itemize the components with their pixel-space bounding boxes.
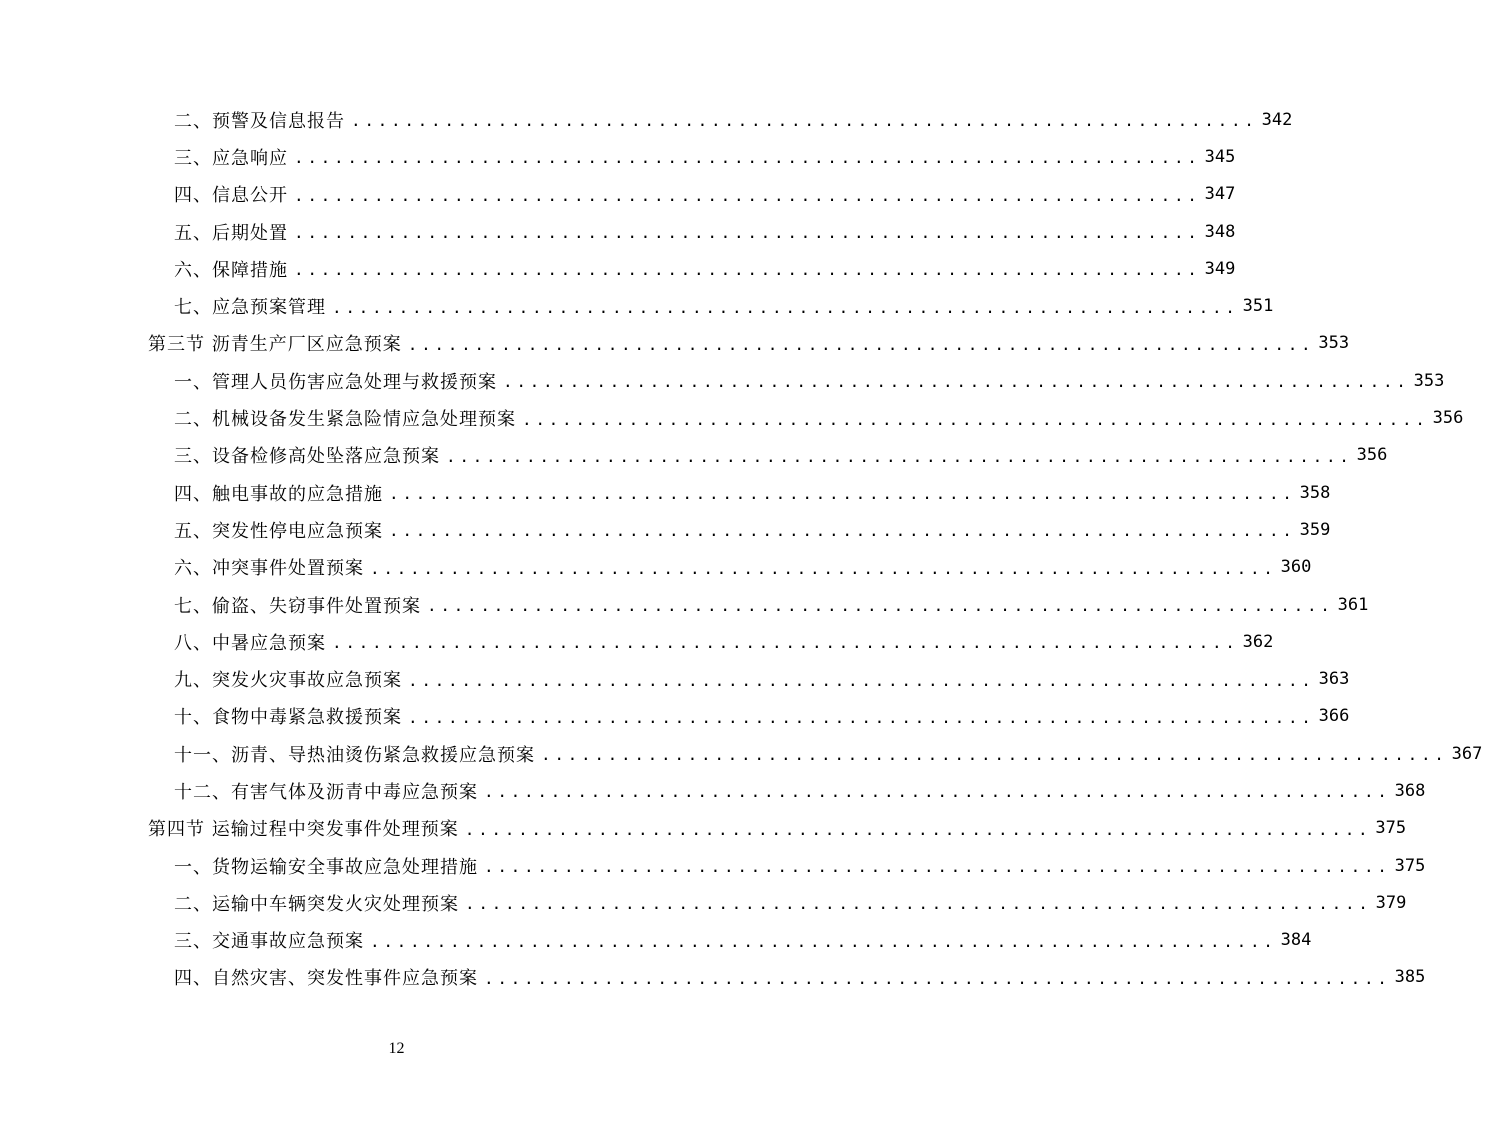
toc-entry-page: 353: [1318, 333, 1350, 354]
toc-entry-page: 375: [1394, 855, 1426, 876]
toc-entry[interactable]: [0, 586, 1369, 623]
toc-entry-title: 四、信息公开: [174, 185, 288, 207]
toc-entry-title: 三、交通事故应急预案: [174, 931, 364, 953]
toc-entry-page: 347: [1204, 184, 1236, 205]
toc-entry-page: 358: [1299, 482, 1331, 503]
toc-entry-page: 351: [1242, 296, 1274, 317]
toc-dot-leader: ....................................................................: [484, 968, 1391, 988]
toc-dot-leader: ....................................................................: [332, 297, 1239, 317]
toc-entry[interactable]: [0, 511, 1331, 548]
toc-entry-title: 三、应急响应: [174, 147, 288, 169]
toc-dot-leader: ....................................................................: [464, 819, 1372, 839]
toc-entry-page: 362: [1242, 631, 1274, 652]
toc-entry-title: 一、管理人员伤害应急处理与救援预案: [174, 371, 497, 393]
toc-entry-title: 四、自然灾害、突发性事件应急预案: [174, 968, 478, 990]
toc-dot-leader: ....................................................................: [294, 223, 1201, 243]
toc-entry-title: 八、中暑应急预案: [174, 632, 326, 654]
toc-dot-leader: ....................................................................: [522, 409, 1429, 429]
toc-entry[interactable]: [0, 623, 1274, 660]
toc-entry-title: 九、突发火灾事故应急预案: [174, 670, 402, 692]
toc-entry-page: 363: [1318, 669, 1350, 690]
toc-entry-page: 348: [1204, 221, 1236, 242]
toc-dot-leader: ....................................................................: [332, 633, 1239, 653]
toc-dot-leader: ....................................................................: [484, 782, 1391, 802]
toc-entry[interactable]: [0, 772, 1426, 809]
toc-dot-leader: ....................................................................: [294, 185, 1201, 205]
toc-entry-title: 二、机械设备发生紧急险情应急处理预案: [174, 409, 516, 431]
toc-entry[interactable]: [0, 250, 1236, 287]
toc-entry-title: 二、运输中车辆突发火灾处理预案: [174, 893, 459, 915]
toc-entry-title: 第四节 运输过程中突发事件处理预案: [148, 819, 459, 841]
toc-entry-title: 五、后期处置: [174, 222, 288, 244]
toc-entry[interactable]: [0, 735, 1483, 772]
toc-dot-leader: ....................................................................: [351, 111, 1258, 131]
toc-entry[interactable]: [0, 884, 1407, 921]
toc-entry-title: 一、货物运输安全事故应急处理措施: [174, 856, 478, 878]
toc-entry-title: 十一、沥青、导热油烫伤紧急救援应急预案: [174, 744, 535, 766]
toc-entry[interactable]: [0, 176, 1236, 213]
toc-entry-page: 345: [1204, 146, 1236, 167]
toc-entry-title: 第三节 沥青生产厂区应急预案: [148, 334, 402, 356]
toc-entry-page: 367: [1451, 743, 1483, 764]
toc-dot-leader: ....................................................................: [370, 558, 1277, 578]
toc-entry[interactable]: [0, 138, 1236, 175]
toc-dot-leader: ....................................................................: [446, 446, 1353, 466]
toc-dot-leader: ....................................................................: [484, 857, 1391, 877]
toc-entry[interactable]: [0, 101, 1293, 138]
toc-dot-leader: ....................................................................: [389, 521, 1296, 541]
toc-dot-leader: ....................................................................: [408, 707, 1315, 727]
toc-entry-title: 七、偷盗、失窃事件处置预案: [174, 595, 421, 617]
toc-entry-page: 375: [1375, 818, 1407, 839]
toc-dot-leader: ....................................................................: [427, 596, 1334, 615]
toc-section-entry[interactable]: [0, 325, 1350, 362]
toc-entry[interactable]: [0, 362, 1445, 399]
toc-dot-leader: ....................................................................: [465, 894, 1372, 914]
table-of-contents: [0, 101, 1483, 996]
toc-dot-leader: ....................................................................: [503, 372, 1410, 392]
toc-entry[interactable]: [0, 698, 1350, 735]
toc-entry[interactable]: [0, 847, 1426, 884]
toc-entry-page: 361: [1337, 594, 1369, 615]
toc-entry-page: 368: [1394, 780, 1426, 801]
toc-entry[interactable]: [0, 437, 1388, 474]
toc-dot-leader: ....................................................................: [541, 745, 1448, 765]
toc-entry[interactable]: [0, 474, 1331, 511]
toc-entry-title: 二、预警及信息报告: [174, 110, 345, 132]
toc-entry-page: 379: [1375, 892, 1407, 913]
toc-entry-title: 六、冲突事件处置预案: [174, 558, 364, 580]
toc-entry-title: 七、应急预案管理: [174, 297, 326, 319]
toc-entry-page: 385: [1394, 967, 1426, 988]
toc-entry-page: 356: [1432, 408, 1464, 429]
toc-entry-page: 366: [1318, 706, 1350, 727]
toc-dot-leader: ....................................................................: [294, 148, 1201, 168]
toc-entry-page: 353: [1413, 370, 1445, 391]
toc-entry[interactable]: [0, 959, 1426, 996]
toc-dot-leader: ....................................................................: [407, 334, 1315, 354]
toc-entry-title: 十二、有害气体及沥青中毒应急预案: [174, 781, 478, 803]
toc-entry-page: 342: [1261, 109, 1293, 130]
toc-dot-leader: ....................................................................: [389, 484, 1296, 504]
toc-entry-title: 三、设备检修高处坠落应急预案: [174, 446, 440, 468]
toc-dot-leader: ....................................................................: [408, 670, 1315, 690]
toc-entry-title: 十、食物中毒紧急救援预案: [174, 707, 402, 729]
toc-entry-page: 349: [1204, 258, 1236, 279]
toc-entry[interactable]: [0, 660, 1350, 697]
toc-entry[interactable]: [0, 213, 1236, 250]
page-number: 12: [388, 1040, 405, 1057]
toc-entry[interactable]: [0, 922, 1312, 959]
toc-entry-title: 六、保障措施: [174, 259, 288, 281]
toc-entry-page: 360: [1280, 557, 1312, 578]
toc-section-entry[interactable]: [0, 810, 1407, 847]
toc-dot-leader: ....................................................................: [370, 931, 1277, 951]
toc-entry-page: 359: [1299, 519, 1331, 540]
toc-entry[interactable]: [0, 549, 1312, 586]
toc-entry[interactable]: [0, 287, 1274, 324]
toc-entry-title: 四、触电事故的应急措施: [174, 483, 383, 505]
toc-entry-title: 五、突发性停电应急预案: [174, 520, 383, 542]
toc-entry-page: 356: [1356, 445, 1388, 466]
toc-entry[interactable]: [0, 399, 1464, 436]
toc-entry-page: 384: [1280, 930, 1312, 951]
toc-dot-leader: ....................................................................: [294, 260, 1201, 280]
